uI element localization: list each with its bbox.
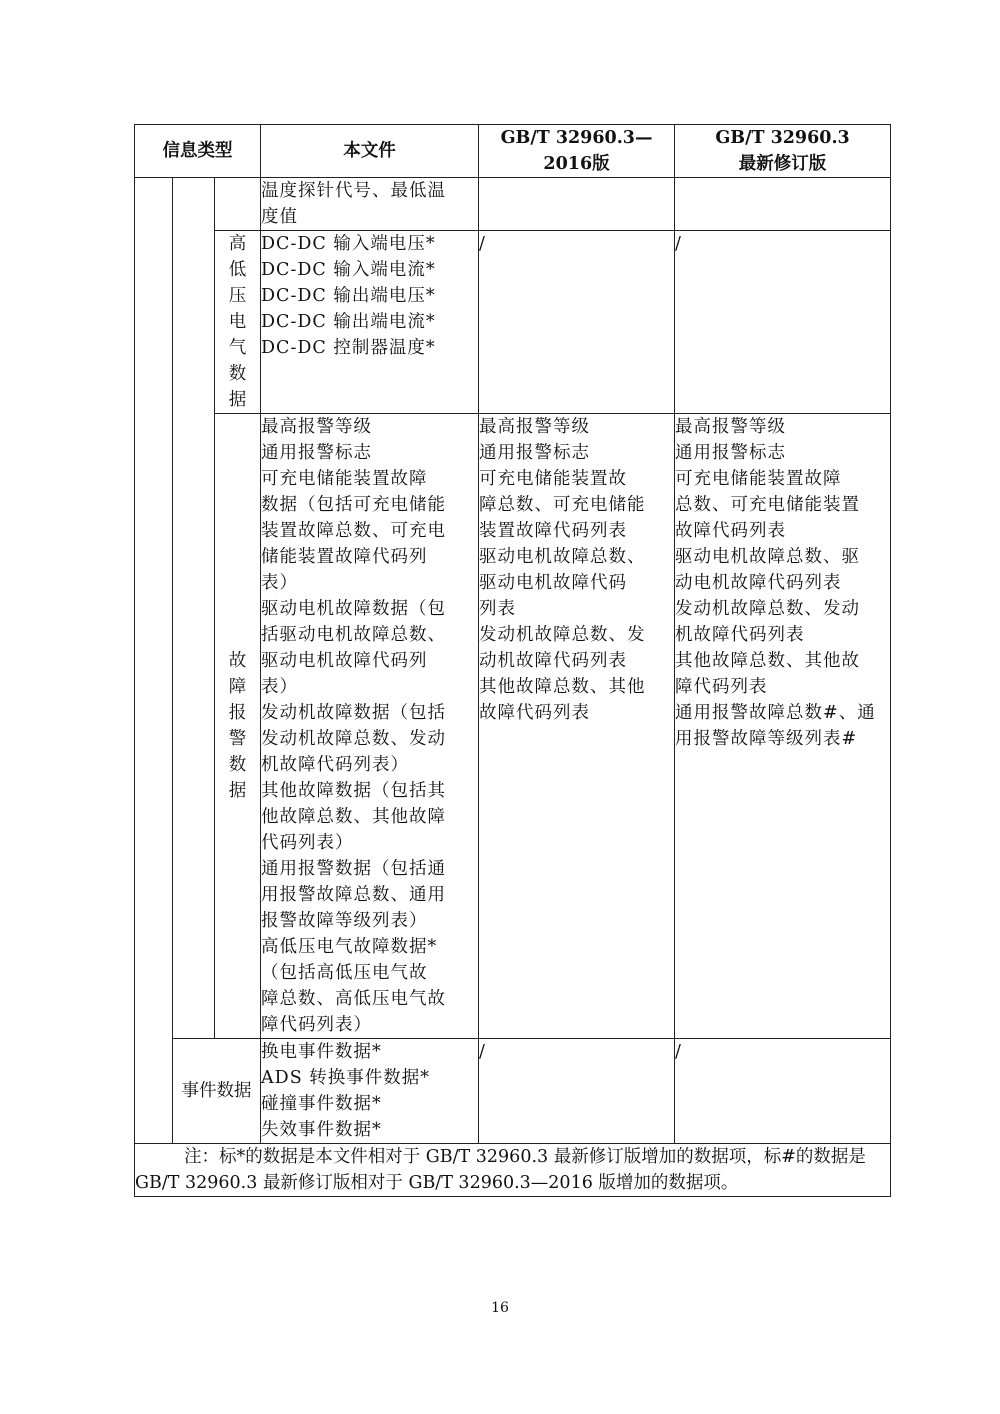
text-line: DC-DC 控制器温度* (261, 338, 436, 358)
text-line: 发动机故障总数、发动 (675, 599, 861, 619)
text-line: 驱动电机故障总数、 (479, 547, 646, 567)
label-event-data: 事件数据 (173, 1039, 261, 1144)
text-line: 最高报警等级 (261, 417, 373, 437)
text-line: 障代码列表） (261, 1015, 373, 1035)
text-line: 发动机故障总数、发 (479, 625, 646, 645)
text-line: 可充电储能装置故 (479, 469, 628, 489)
text-line: 驱动电机故障代码 (479, 573, 628, 593)
text-line: 用报警故障总数、通用 (261, 885, 447, 905)
text-line: 通用报警数据（包括通 (261, 859, 447, 879)
table-row-fault-alarm (135, 414, 891, 1039)
text-line: 代码列表） (261, 833, 354, 853)
text-line: 发动机故障数据（包括 (261, 703, 447, 723)
outer-group-cell (135, 178, 173, 1144)
text-line: 可充电储能装置故障 (675, 469, 842, 489)
text-line: 装置故障代码列表 (479, 521, 628, 541)
text-line: DC-DC 输出端电压* (261, 286, 436, 306)
gbt-latest-cell-event: / (675, 1039, 891, 1144)
text-line: 通用报警故障总数#、通 (675, 703, 876, 723)
gbt-2016-cell-fault (479, 414, 675, 1039)
table-row-event (135, 1039, 891, 1144)
header-this-document: 本文件 (261, 125, 479, 178)
table-row-temperature (135, 178, 891, 231)
label-fault-alarm-data: 故障报警数据 (215, 414, 261, 1039)
text-line: 括驱动电机故障总数、 (261, 625, 447, 645)
text-line: ADS 转换事件数据* (261, 1068, 431, 1088)
text-line: 最高报警等级 (479, 417, 591, 437)
text-line: 障总数、高低压电气故 (261, 989, 447, 1009)
text-line: 通用报警标志 (261, 443, 373, 463)
text-line: 其他故障总数、其他故 (675, 651, 861, 671)
text-line: 其他故障数据（包括其 (261, 781, 447, 801)
text-line: 用报警故障等级列表# (675, 729, 858, 749)
text-line: 他故障总数、其他故障 (261, 807, 447, 827)
gbt-2016-cell-hv: / (479, 231, 675, 414)
header-gbt-2016: GB/T 32960.3— 2016版 (479, 125, 675, 178)
text-line: 机故障代码列表） (261, 755, 410, 775)
gbt-latest-cell-temperature (675, 178, 891, 231)
text-line: 发动机故障总数、发动 (261, 729, 447, 749)
this-doc-cell-event (261, 1039, 479, 1144)
text-line: 报警故障等级列表） (261, 911, 428, 931)
table-note-row (135, 1144, 891, 1197)
text-line: 最高报警等级 (675, 417, 787, 437)
subgroup-cell-empty (215, 178, 261, 231)
text-line: 故障代码列表 (675, 521, 787, 541)
this-doc-cell-fault (261, 414, 479, 1039)
text-line: 通用报警标志 (675, 443, 787, 463)
gbt-latest-cell-hv: / (675, 231, 891, 414)
text-line: 表） (261, 573, 299, 593)
text-line: DC-DC 输出端电流* (261, 312, 436, 332)
text-line: 可充电储能装置故障 (261, 469, 428, 489)
table-row-hv-electrical (135, 231, 891, 414)
this-doc-cell-hv (261, 231, 479, 414)
text-line: 换电事件数据* (261, 1042, 382, 1062)
text-line: 故障代码列表 (479, 703, 591, 723)
text-line: 储能装置故障代码列 (261, 547, 428, 567)
text-line: DC-DC 输入端电流* (261, 260, 436, 280)
page-number: 16 (491, 1300, 509, 1316)
text-line: 温度探针代号、最低温 (261, 181, 447, 201)
text-line: 其他故障总数、其他 (479, 677, 646, 697)
inner-group-cell (173, 178, 215, 1039)
header-info-type: 信息类型 (135, 125, 261, 178)
table-note: 注：标*的数据是本文件相对于 GB/T 32960.3 最新修订版增加的数据项，标#的数据是 GB/T 32960.3 最新修订版相对于 GB/T 32960.3—2016 版增加的数据项。 (135, 1144, 891, 1197)
label-hv-electrical-data: 高低压电气数据 (215, 231, 261, 414)
text-line: 总数、可充电储能装置 (675, 495, 861, 515)
text-line: 障总数、可充电储能 (479, 495, 646, 515)
text-line: 表） (261, 677, 299, 697)
text-line: （包括高低压电气故 (261, 963, 428, 983)
text-line: 驱动电机故障总数、驱 (675, 547, 861, 567)
text-line: 机故障代码列表 (675, 625, 805, 645)
data-item-comparison-table (134, 124, 891, 1197)
text-line: 驱动电机故障代码列 (261, 651, 428, 671)
text-line: 高低压电气故障数据* (261, 937, 438, 957)
text-line: 失效事件数据* (261, 1120, 382, 1140)
text-line: 障代码列表 (675, 677, 768, 697)
header-gbt-latest: GB/T 32960.3 最新修订版 (675, 125, 891, 178)
gbt-2016-cell-temperature (479, 178, 675, 231)
text-line: 列表 (479, 599, 517, 619)
text-line: 驱动电机故障数据（包 (261, 599, 447, 619)
text-line: 通用报警标志 (479, 443, 591, 463)
this-doc-cell-temperature (261, 178, 479, 231)
table-header-row (135, 125, 891, 178)
text-line: DC-DC 输入端电压* (261, 234, 436, 254)
text-line: 碰撞事件数据* (261, 1094, 382, 1114)
text-line: 装置故障总数、可充电 (261, 521, 447, 541)
text-line: 度值 (261, 207, 299, 227)
gbt-2016-cell-event: / (479, 1039, 675, 1144)
text-line: 数据（包括可充电储能 (261, 495, 447, 515)
gbt-latest-cell-fault (675, 414, 891, 1039)
text-line: 动机故障代码列表 (479, 651, 628, 671)
text-line: 动电机故障代码列表 (675, 573, 842, 593)
